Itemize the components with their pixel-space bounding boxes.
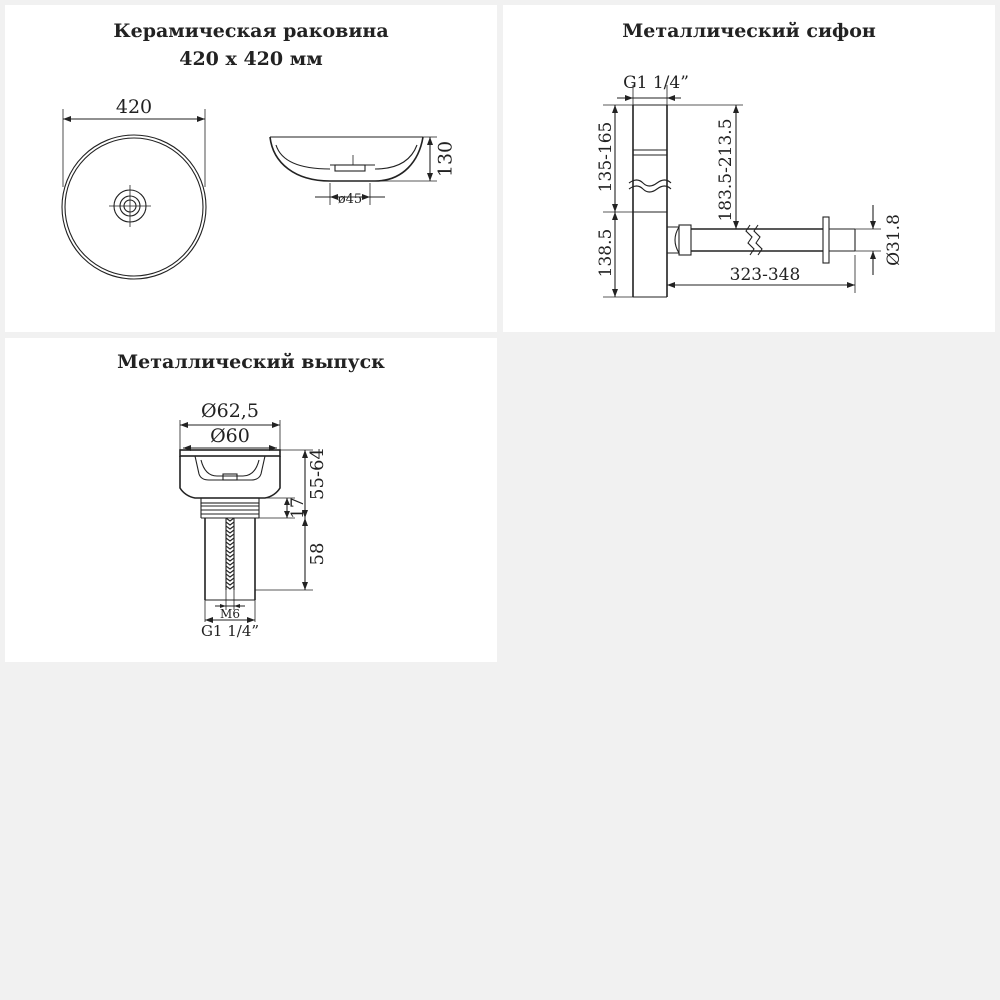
panel-title: Керамическая раковина	[113, 20, 389, 42]
height-label: 130	[434, 140, 457, 178]
sink-drawing	[5, 5, 497, 332]
left-dimensions	[596, 105, 633, 297]
lower-height-label: 138.5	[596, 228, 616, 278]
thread-label: G1 1/4”	[200, 622, 260, 640]
width-label: 420	[115, 96, 153, 118]
thread-label: G1 1/4”	[623, 73, 689, 93]
width-dimension	[63, 96, 205, 187]
range-label: 55-64	[307, 448, 328, 500]
collar-label: 17	[288, 497, 308, 519]
sink-top-view	[62, 135, 206, 279]
drain-drawing	[5, 338, 497, 662]
outer-diameter-label: Ø62,5	[201, 400, 259, 422]
rod-label: M6	[220, 607, 240, 621]
body-label: 58	[307, 542, 328, 566]
vertical-pipe	[629, 105, 671, 297]
total-height-dimension	[667, 105, 743, 229]
sink-side-view	[270, 137, 457, 207]
pipe-diameter-dimension	[855, 205, 904, 275]
panel-title: Металлический сифон	[622, 20, 876, 42]
right-dimensions	[255, 448, 328, 590]
panel-title: Металлический выпуск	[117, 351, 385, 373]
drain-body	[180, 450, 280, 600]
upper-height-label: 135-165	[596, 121, 616, 193]
siphon-drawing	[503, 5, 995, 332]
bottom-dimensions	[201, 590, 259, 640]
panel-metal-siphon	[503, 5, 995, 332]
length-label: 323-348	[729, 265, 801, 285]
inner-diameter-label: Ø60	[210, 425, 250, 447]
total-height-label: 183.5-213.5	[716, 118, 736, 222]
drain-hole-label: ø45	[337, 192, 363, 207]
panel-metal-drain	[5, 338, 497, 662]
thread-dimension	[617, 73, 689, 105]
pipe-diameter-label: Ø31.8	[884, 214, 904, 266]
panel-ceramic-sink	[5, 5, 497, 332]
horizontal-pipe	[667, 217, 855, 263]
length-dimension	[667, 255, 855, 293]
panel-subtitle: 420 x 420 мм	[179, 48, 323, 70]
inner-diameter-dimension	[183, 425, 277, 451]
